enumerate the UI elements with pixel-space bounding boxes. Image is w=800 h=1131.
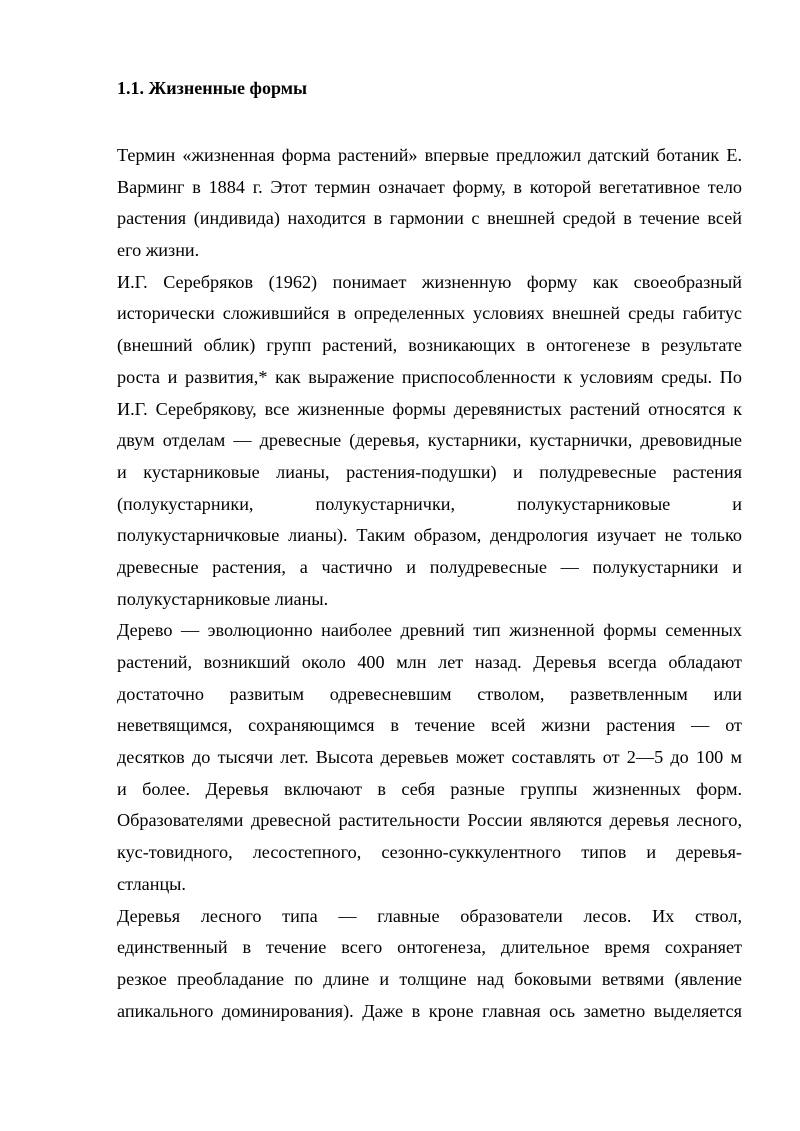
text-line: полукустарниковые лианы. (117, 588, 329, 609)
text-line: древесные растения, а частично и полудревесные — полукустарники и (117, 556, 742, 577)
text-line: достаточно развитым одревесневшим стволом, разветвленным или (117, 683, 742, 704)
text-line: единственный в течение всего онтогенеза, длительное время сохраняет (117, 937, 742, 958)
text-line: кус-товидного, лесостепного, сезонно-суккулентного типов и деревья- (117, 842, 742, 863)
text-line: резкое преобладание по длине и толщине над боковыми ветвями (явление (117, 968, 742, 989)
text-line: (полукустарники, полукустарнички, полукустарниковые и (117, 493, 742, 514)
text-line: десятков до тысячи лет. Высота деревьев может составлять от 2—5 до 100 м (117, 747, 742, 768)
text-line: стланцы. (117, 873, 186, 894)
text-line: исторически сложившийся в определенных условиях внешней среды габитус (117, 303, 742, 324)
text-line: и более. Деревья включают в себя разные группы жизненных форм. (117, 778, 742, 799)
text-line: и кустарниковые лианы, растения-подушки) и полудревесные растения (117, 461, 742, 482)
text-line: неветвящимся, сохраняющимся в течение всей жизни растения — от (117, 715, 742, 736)
text-line: Дерево — эволюционно наиболее древний тип жизненной формы семенных (117, 620, 742, 641)
text-line: апикального доминирования). Даже в кроне главная ось заметно выделяется (117, 1000, 742, 1021)
text-line: Термин «жизненная форма растений» впервые предложил датский ботаник Е. (117, 145, 742, 165)
text-line: И.Г. Серебряков (1962) понимает жизненную форму как своеобразный (117, 271, 742, 292)
text-line: Варминг в 1884 г. Этот термин означает форму, в которой вегетативное тело (117, 176, 742, 197)
text-line: Образователями древесной растительности России являются деревья лесного, (117, 810, 742, 831)
text-line: растений, возникший около 400 млн лет назад. Деревья всегда обладают (117, 652, 742, 672)
text-line: Деревья лесного типа — главные образователи лесов. Их ствол, (117, 905, 742, 926)
text-line: И.Г. Серебрякову, все жизненные формы деревянистых растений относятся к (117, 398, 742, 419)
text-line: растения (индивида) находится в гармонии с внешней средой в течение всей (117, 208, 742, 229)
text-line: его жизни. (117, 240, 200, 261)
section-heading: 1.1. Жизненные формы (117, 78, 308, 98)
body-text (117, 140, 742, 1027)
text-line: роста и развития,* как выражение приспособленности к условиям среды. По (117, 366, 742, 387)
text-line: двум отделам — древесные (деревья, кустарники, кустарнички, древовидные (117, 430, 742, 451)
text-line: полукустарничковые лианы). Таким образом, дендрология изучает не только (117, 525, 742, 546)
text-line: (внешний облик) групп растений, возникающих в онтогенезе в результате (117, 335, 742, 356)
